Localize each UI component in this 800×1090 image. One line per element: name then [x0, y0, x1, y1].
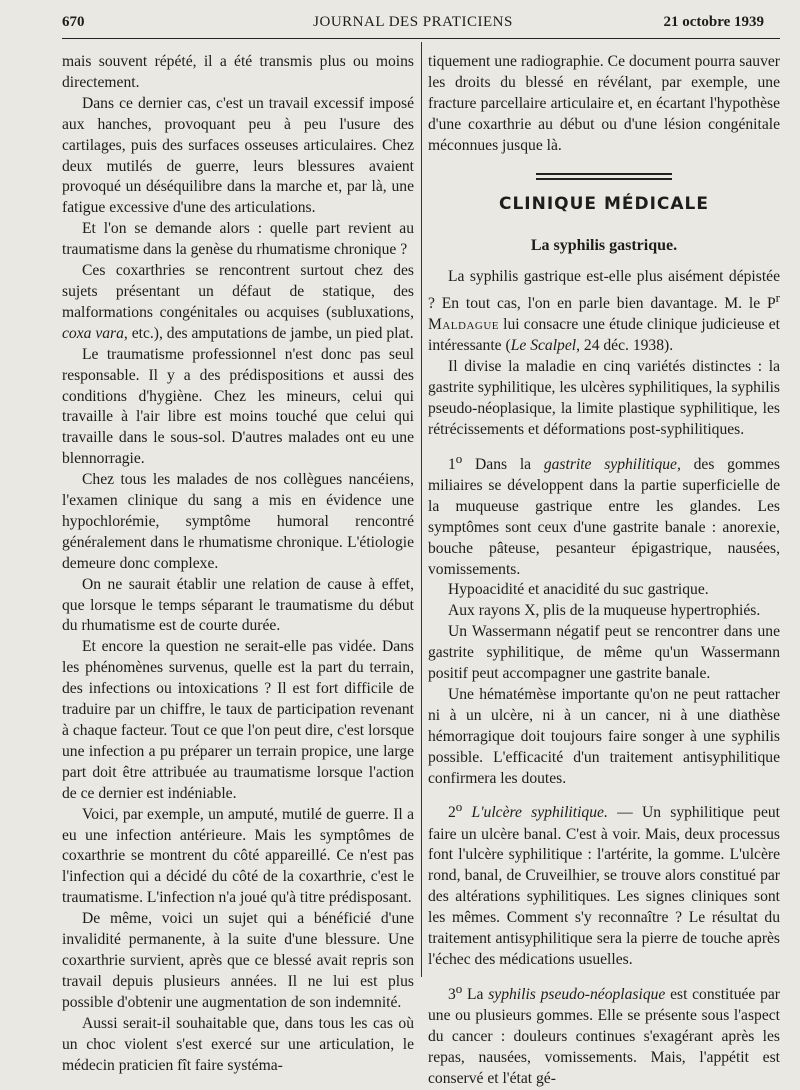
- paragraph: Voici, par exemple, un amputé, mutilé de guerre. Il a eu une infection antérieure. Mais les symptômes de coxarthrie se montrent du côté appareillé. Ce n'est pas l'infection qui a décidé du côté de la coxarthrie, c'est le traumatisme. L'infection n'a joué qu'à titre prédisposant.: [62, 805, 414, 907]
- journal-title: JOURNAL DES PRATICIENS: [313, 14, 513, 30]
- paragraph: Ces coxarthries se rencontrent surtout chez des sujets présentant un défaut de statique, des malformations congénitales ou acquises (subluxations, coxa vara, etc.), des amputations de jambe, un pied plat.: [62, 262, 414, 342]
- numbered-paragraph-2: 2$^o$ L'ulcère syphilitique. — Un syphilitique peut faire un ulcère banal. C'est à voir. Mais, deux processus font l'ulcère syphilitique : l'artérite, la gomme. L'ulcère rond, banal, de Cruveilhier, se trouve alors constitué par des altérations syphilitiques. Les signes cliniques sont les mêmes. Comment s'y reconnaître ? Le résultat du traitement antisyphilitique sera la pierre de touche après l'échec des médications usuelles.: [428, 799, 780, 968]
- paragraph: Et encore la question ne serait-elle pas vidée. Dans les phénomènes survenus, quelle est la part du terrain, des infections ou intoxications ? Il est fort difficile de traduire par un chiffre, le taux de participation revenant à chaque facteur. Tout ce que l'on peut dire, c'est lorsque une infection a pu préparer un terrain propice, une large part doit être attribuée au traumatisme lorsque l'action de ce dernier est indéniable.: [62, 638, 414, 802]
- author-name: Maldague: [428, 316, 500, 334]
- paragraph: Aussi serait-il souhaitable que, dans tous les cas où un choc violent s'est exercé sur une articulation, le médecin praticien fît faire systéma-: [62, 1014, 414, 1074]
- paragraph: tiquement une radiographie. Ce document pourra sauver les droits du blessé en révélant, par exemple, une fracture parcellaire articulaire et, en écartant l'hypothèse d'une coxarthrie au début ou d'une lésion congénitale méconnues jusque là.: [428, 53, 780, 154]
- section-divider: [536, 173, 672, 180]
- running-header: [62, 14, 764, 36]
- article-title: La syphilis gastrique.: [530, 237, 678, 255]
- right-column: [428, 52, 780, 1090]
- section-title: CLINIQUE MÉDICALE: [498, 193, 710, 214]
- paragraph: Hypoacidité et anacidité du suc gastrique.: [448, 581, 709, 599]
- numbered-paragraph-3: 3$^o$ La syphilis pseudo-néoplasique est constituée par une ou plusieurs gommes. Elle se présente sous l'aspect du cancer : douleurs continues s'exagérant après les repas, nausées, vomissements. Mais, l'appétit est conservé et l'état gé-: [428, 980, 781, 1087]
- paragraph: Un Wassermann négatif peut se rencontrer dans une gastrite syphilitique, de même qu'un Wassermann positif peut accompagner une gastrite banale.: [428, 623, 780, 683]
- paragraph: Une hématémèse importante qu'on ne peut rattacher ni à un ulcère, ni à un cancer, ni à une diathèse hémorragique doit toujours faire songer à une syphilis possible. L'efficacité d'un traitement antisyphilitique confirmera les doutes.: [428, 685, 780, 787]
- column-divider: [421, 42, 422, 977]
- paragraph: Le traumatisme professionnel n'est donc pas seul responsable. Il y a des prédispositions et aussi des conditions d'hygiène. Chez les mineurs, celui qui travaille à l'air libre est moins touché que celui qui travaille dans le sous-sol. D'autres malades ont eu une blennorragie.: [62, 345, 414, 468]
- paragraph: On ne saurait établir une relation de cause à effet, que lorsque le temps séparant le traumatisme du début du rhumatisme est de courte durée.: [62, 575, 414, 635]
- paragraph: mais souvent répété, il a été transmis plus ou moins directement.: [62, 53, 414, 91]
- paragraph: Dans ce dernier cas, c'est un travail excessif imposé aux hanches, provoquant peu à peu l'usure des cartilages, puis des surfaces osseuses articulaires. Chez deux mutilés de guerre, leurs blessures avaient provoqué un déséquilibre dans la marche et, par là, une fatigue excessive d'une des articulations.: [62, 94, 414, 217]
- paragraph: Chez tous les malades de nos collègues nancéiens, l'examen clinique du sang a mis en évidence une hypochlorémie, symptôme humoral rencontré généralement dans le rhumatisme chronique. L'étiologie demeure donc complexe.: [62, 471, 414, 572]
- paragraph: De même, voici un sujet qui a bénéficié d'une invalidité permanente, à la suite d'une blessure. Une coxarthrie survient, après que ce blessé avait repris son travail depuis plusieurs années. Il ne lui est plus possible d'obtenir une augmentation de son indemnité.: [62, 910, 414, 1011]
- paragraph: Et l'on se demande alors : quelle part revient au traumatisme dans la genèse du rhumatisme chronique ?: [62, 220, 414, 259]
- source-title: Le Scalpel: [510, 337, 577, 355]
- issue-date: 21 octobre 1939: [663, 14, 764, 30]
- paragraph: Aux rayons X, plis de la muqueuse hypertrophiés.: [448, 602, 761, 620]
- paragraph: Il divise la maladie en cinq variétés distinctes : la gastrite syphilitique, les ulcères syphilitiques, la syphilis pseudo-néoplasique, la limite plastique syphilitique, les rétrécissements et déformations post-syphilitiques.: [428, 358, 780, 438]
- left-column: [62, 52, 414, 1076]
- numbered-paragraph-1: 1$^o$ Dans la gastrite syphilitique, des gommes miliaires se développent dans la partie superficielle de la muqueuse gastrique entre les glandes. Les symptômes sont ceux d'une gastrite banale : anorexie, bouche pâteuse, pesanteur épigastrique, nausées, vomissements.: [428, 450, 780, 578]
- page-number: 670: [62, 14, 85, 30]
- intro-paragraph: La syphilis gastrique est-elle plus aisément dépistée ? En tout cas, l'on en parle bien davantage. M. le $P^r$ Maldague lui consacre une étude clinique judicieuse et intéressante (Le Scalpel, 24 déc. 1938).: [428, 268, 780, 355]
- header-rule: [62, 38, 780, 39]
